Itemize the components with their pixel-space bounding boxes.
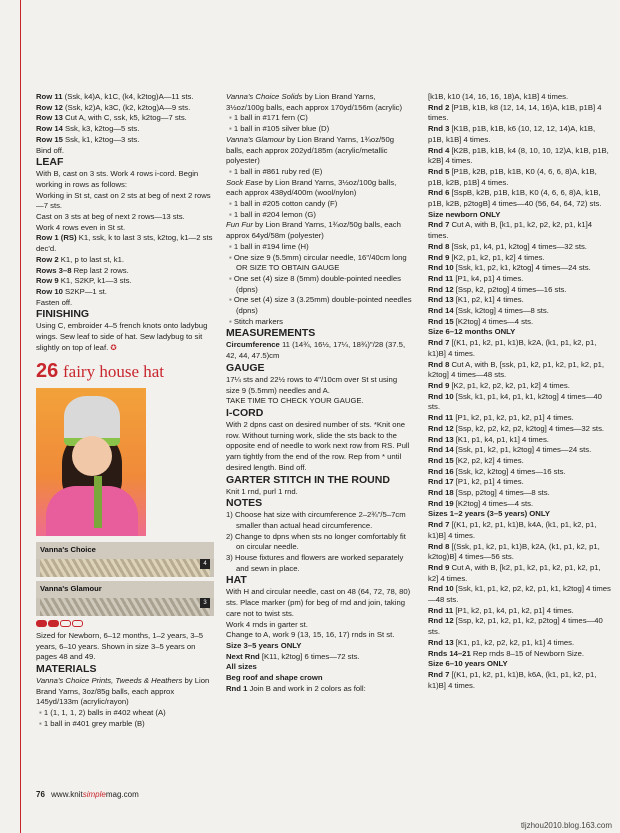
pattern-row: Row 13 Cut A, with C, ssk, k5, k2tog—7 sts. xyxy=(36,113,187,123)
section-heading-notes: NOTES xyxy=(226,497,263,510)
material-bullet: ▪ 1 ball in #194 lime (H) xyxy=(226,242,412,253)
pattern-row: Rnd 13 [K1, p1, k2, p2, k2, p1, k1] 4 times. xyxy=(428,637,575,647)
section-heading-icord: I-CORD xyxy=(226,406,264,419)
gauge-note: TAKE TIME TO CHECK YOUR GAUGE. xyxy=(226,396,364,406)
note-item: 1) Choose hat size with circumference 2–2¾"/5–7cm smaller than actual head circumference. xyxy=(226,510,406,530)
yarn-weight-icon: 4 xyxy=(200,559,210,569)
material-item: Fun Fur by Lion Brand Yarns, 1¾oz/50g balls, each approx 64yd/58m (polyester) xyxy=(226,220,401,241)
yarn-swatch-vannas-choice xyxy=(36,542,214,577)
section-heading-materials: MATERIALS xyxy=(36,662,97,675)
pattern-row: Rnd 11 [P1, k4, p1] 4 times. xyxy=(428,273,524,283)
note-item: 3) House fixtures and flowers are worked separately and sewn in place. xyxy=(226,553,404,573)
pattern-row: Rnd 15 [K2tog] 4 times—4 sts. xyxy=(428,316,534,326)
yarn-swatch-vannas-glamour xyxy=(36,581,214,616)
pattern-row: Rows 3–8 Rep last 2 rows. xyxy=(36,265,129,275)
size-heading: Size 6–12 months ONLY xyxy=(428,327,516,337)
instruction: Bind off. xyxy=(36,145,65,155)
pattern-row: Rnd 8 Cut A, with B, [ssk, p1, k2, p1, k2, p1, k2, p1, k2tog] 4 times—48 sts. xyxy=(428,359,605,380)
instruction: Work 4 rows even in St st. xyxy=(36,222,126,232)
pattern-row: Row 9 K1, S2KP, k1—3 sts. xyxy=(36,276,132,286)
pattern-row: Rnd 17 [P1, k2, p1] 4 times. xyxy=(428,477,524,487)
material-item: Vanna's Choice Solids by Lion Brand Yarns, 3½oz/100g balls, each approx 170yd/156m (acrylic) xyxy=(226,92,403,112)
pattern-row: Rnd 14 [Ssk, k2tog] 4 times—8 sts. xyxy=(428,306,549,316)
pattern-row: Row 14 Ssk, k3, k2tog—5 sts. xyxy=(36,124,140,134)
pattern-row: Next Rnd [K11, k2tog] 6 times—72 sts. xyxy=(226,651,360,661)
pattern-row: Rnd 16 [Ssk, k2, k2tog] 4 times—16 sts. xyxy=(428,466,566,476)
column-2 xyxy=(226,92,412,694)
watermark-text: tljzhou2010.blog.163.com xyxy=(520,821,612,830)
pattern-row: Row 2 K1, p to last st, k1. xyxy=(36,254,125,264)
material-bullet: ▪ 1 ball in #105 silver blue (D) xyxy=(226,124,412,135)
pattern-row: Row 1 (RS) K1, ssk, k to last 3 sts, k2tog, k1—2 sts dec'd. xyxy=(36,233,213,254)
instruction: Working in St st, cast on 2 sts at beg of next 2 rows—7 sts. xyxy=(36,190,211,211)
pattern-row: Rnd 8 [Ssk, p1, k4, p1, k2tog] 4 times—32 sts. xyxy=(428,241,587,251)
pattern-row: Rnd 10 [Ssk, k1, p2, k1, k2tog] 4 times—24 sts. xyxy=(428,263,591,273)
material-bullet: ▪ 1 ball in #204 lemon (G) xyxy=(226,210,412,221)
yarn-swatch-label: Vanna's Choice xyxy=(36,542,214,559)
pattern-row: Rnd 2 [P1B, k1B, k8 (12, 14, 14, 16)A, k1B, p1B] 4 times. xyxy=(428,102,602,123)
section-heading-hat: HAT xyxy=(226,574,247,587)
pattern-row: Rnd 3 [K1B, p1B, k1B, k6 (10, 12, 12, 14)A, k1B, p1B, k1B] 4 times. xyxy=(428,124,596,144)
pattern-row: Rnd 13 [K1, p2, k1] 4 times. xyxy=(428,295,524,305)
pattern-row: [k1B, k10 (14, 16, 16, 18)A, k1B] 4 times. xyxy=(428,92,569,101)
end-mark-icon: ✪ xyxy=(110,342,117,352)
pattern-row: Rnd 9 [K2, p1, k2, p1, k2] 4 times. xyxy=(428,252,545,262)
material-item: Vanna's Choice Prints, Tweeds & Heathers by Lion Brand Yarns, 3oz/85g balls, each approx 145yd/133m (acrylic/rayon) xyxy=(36,675,210,707)
section-heading-leaf: LEAF xyxy=(36,156,64,169)
section-heading-garter: GARTER STITCH IN THE ROUND xyxy=(226,473,390,486)
project-number: 26 xyxy=(36,360,59,383)
yarn-swatch-label: Vanna's Glamour xyxy=(36,581,214,598)
pattern-row: Rnd 13 [K1, p1, k4, p1, k1] 4 times. xyxy=(428,434,549,444)
size-heading: Size 6–10 years ONLY xyxy=(428,659,508,669)
pattern-row: Rnds 14–21 Rep rnds 8–15 of Newborn Size. xyxy=(428,648,584,658)
pattern-row: Row 11 (Ssk, k4)A, k1C, (k4, k2tog)A—11 sts. xyxy=(36,92,194,101)
pattern-row: Rnd 8 [(Ssk, p1, k2, p1, k1)B, k2A, (k1, p1, k2, p1, k2tog)B] 4 times—56 sts. xyxy=(428,541,600,562)
pattern-row: Rnd 15 [K2, p2, k2] 4 times. xyxy=(428,455,524,465)
pattern-row: Row 15 Ssk, k1, k2tog—3 sts. xyxy=(36,134,140,144)
material-bullet: ▪ 1 ball in #401 grey marble (B) xyxy=(36,719,216,730)
pattern-row: Rnd 9 [K2, p1, k2, p2, k2, p1, k2] 4 times. xyxy=(428,380,570,390)
size-heading: All sizes xyxy=(226,662,257,672)
column-3 xyxy=(428,92,612,691)
instruction: Cast on 3 sts at beg of next 2 rows—13 sts. xyxy=(36,212,185,222)
subsection-heading: Beg roof and shape crown xyxy=(226,673,323,683)
pattern-row: Rnd 12 [Ssp, k2, p1, k2, p1, k2, p2tog] 4 times—40 sts. xyxy=(428,616,603,637)
size-heading: Size newborn ONLY xyxy=(428,209,501,219)
page-number: 76 xyxy=(36,790,45,799)
material-bullet: ▪ 1 (1, 1, 1, 2) balls in #402 wheat (A) xyxy=(36,708,216,719)
pattern-row: Rnd 7 [(K1, p1, k2, p1, k1)B, k4A, (k1, p1, k2, p1, k1)B] 4 times. xyxy=(428,520,597,540)
section-heading-measurements: MEASUREMENTS xyxy=(226,327,316,340)
skill-level-icon xyxy=(36,620,216,627)
model-photo xyxy=(36,388,146,536)
pattern-row: Row 12 (Ssk, k2)A, k3C, (k2, k2tog)A—9 sts. xyxy=(36,102,191,112)
pattern-row: Rnd 7 [(K1, p1, k2, p1, k1)B, k2A, (k1, p1, k2, p1, k1)B] 4 times. xyxy=(428,338,597,358)
material-bullet: ▪ One size 9 (5.5mm) circular needle, 16"/40cm long OR SIZE TO OBTAIN GAUGE xyxy=(226,253,412,274)
pattern-row: Rnd 1 Join B and work in 2 colors as foll: xyxy=(226,683,366,693)
instruction: Using C, embroider 4–5 french knots onto ladybug wings. Sew leaf to side of hat. Sew ladybug to sit slightly on top of leaf. ✪ xyxy=(36,321,208,352)
material-bullet: ▪ Stitch markers xyxy=(226,317,412,328)
yarn-strand-image xyxy=(40,598,210,616)
pattern-row: Rnd 6 [SspB, k2B, p1B, k1B, K0 (4, 6, 6, 8)A, k1B, p1B, k2B, p2togB] 4 times—40 (56, 64, 64, 72) sts. xyxy=(428,188,602,209)
pattern-row: Rnd 18 [Ssp, p2tog] 4 times—8 sts. xyxy=(428,488,550,498)
pattern-row: Rnd 10 [Ssk, k1, p1, k4, p1, k1, k2tog] 4 times—40 sts. xyxy=(428,391,602,412)
material-item: Vanna's Glamour by Lion Brand Yarns, 1¾oz/50g balls, each approx 202yd/185m (acrylic/metallic polyester) xyxy=(226,134,394,166)
yarn-weight-icon: 3 xyxy=(200,598,210,608)
pattern-row: Rnd 7 [(K1, p1, k2, p1, k1)B, k6A, (k1, p1, k2, p1, k1)B] 4 times. xyxy=(428,669,597,690)
yarn-strand-image xyxy=(40,559,210,577)
pattern-row: Rnd 14 [Ssk, p1, k2, p1, k2tog] 4 times—24 sts. xyxy=(428,445,592,455)
material-bullet: ▪ One set (4) size 8 (5mm) double-pointed needles (dpns) xyxy=(226,274,412,295)
material-bullet: ▪ 1 ball in #205 cotton candy (F) xyxy=(226,199,412,210)
pattern-row: Rnd 19 [K2tog] 4 times—4 sts. xyxy=(428,498,534,508)
sizing-text: Sized for Newborn, 6–12 months, 1–2 years, 3–5 years, 6–10 years. Shown in size 3–5 years on pages 48 and 49. xyxy=(36,630,204,662)
pattern-row: Rnd 11 [P1, k2, p1, k4, p1, k2, p1] 4 times. xyxy=(428,605,574,615)
instruction: Change to A, work 9 (13, 15, 16, 17) rnds in St st. xyxy=(226,630,395,640)
note-item: 2) Change to dpns when sts no longer comfortably fit on circular needle. xyxy=(226,531,406,552)
page-footer xyxy=(36,790,139,799)
section-heading-gauge: GAUGE xyxy=(226,361,265,374)
pattern-row: Rnd 5 [P1B, k2B, p1B, k1B, K0 (4, 6, 6, 8)A, k1B, p1B, k2B, p1B] 4 times. xyxy=(428,166,597,187)
material-bullet: ▪ 1 ball in #861 ruby red (E) xyxy=(226,167,412,178)
icord-text: With 2 dpns cast on desired number of sts. *Knit one row. Without turning work, slide the sts back to the opposite end of needle to work next row from RS. Pull yarn tightly from the end of the row. Rep from * until desired length. Bind off. xyxy=(226,419,410,472)
pattern-row: Row 10 S2KP—1 st. xyxy=(36,286,107,296)
pattern-row: Rnd 7 Cut A, with B, [k1, p1, k2, p2, k2, p1, k1]4 times. xyxy=(428,220,593,241)
gauge-text: 17¼ sts and 22½ rows to 4"/10cm over St st using size 9 (5.5mm) needles and A. xyxy=(226,374,398,395)
margin-rule xyxy=(20,0,21,833)
size-heading: Sizes 1–2 years (3–5 years) ONLY xyxy=(428,509,550,519)
pattern-row: Rnd 11 [P1, k2, p1, k2, p1, k2, p1] 4 times. xyxy=(428,413,574,423)
instruction: Fasten off. xyxy=(36,297,73,307)
column-1 xyxy=(36,92,216,730)
material-item: Sock Ease by Lion Brand Yarns, 3½oz/100g balls, each approx 438yd/400m (wool/nylon) xyxy=(226,177,397,198)
instruction: With B, cast on 3 sts. Work 4 rows i-cord. Begin working in rows as follows: xyxy=(36,169,199,189)
instruction: Work 4 rnds in garter st. xyxy=(226,619,308,629)
pattern-row: Rnd 12 [Ssp, k2, p2, k2, p2, k2tog] 4 times—32 sts. xyxy=(428,423,605,433)
material-bullet: ▪ 1 ball in #171 fern (C) xyxy=(226,113,412,124)
pattern-row: Rnd 4 [K2B, p1B, k1B, k4 (8, 10, 10, 12)A, k1B, p1B, k2B] 4 times. xyxy=(428,145,609,166)
pattern-row: Rnd 10 [Ssk, k1, p1, k2, p2, k2, p1, k1, k2tog] 4 times—48 sts. xyxy=(428,584,611,605)
garter-text: Knit 1 rnd, purl 1 rnd. xyxy=(226,486,298,496)
pattern-row: Rnd 9 Cut A, with B, [k2, p1, k2, p1, k2, p1, k2, p1, k2] 4 times. xyxy=(428,562,601,583)
material-bullet: ▪ One set (4) size 3 (3.25mm) double-pointed needles (dpns) xyxy=(226,295,412,316)
size-heading: Size 3–5 years ONLY xyxy=(226,640,302,650)
section-heading-finishing: FINISHING xyxy=(36,308,90,321)
measurement-text: Circumference 11 (14¾, 16½, 17¼, 18¾)"/28 (37.5, 42, 44, 47.5)cm xyxy=(226,340,406,361)
site-url: www.knitsimplemag.com xyxy=(51,790,139,799)
project-name: fairy house hat xyxy=(62,362,165,382)
instruction: With H and circular needle, cast on 48 (64, 72, 78, 80) sts. Place marker (pm) for beg of rnd and join, taking care not to twist sts. xyxy=(226,587,411,618)
project-title xyxy=(36,359,216,384)
pattern-row: Rnd 12 [Ssp, k2, p2tog] 4 times—16 sts. xyxy=(428,284,567,294)
